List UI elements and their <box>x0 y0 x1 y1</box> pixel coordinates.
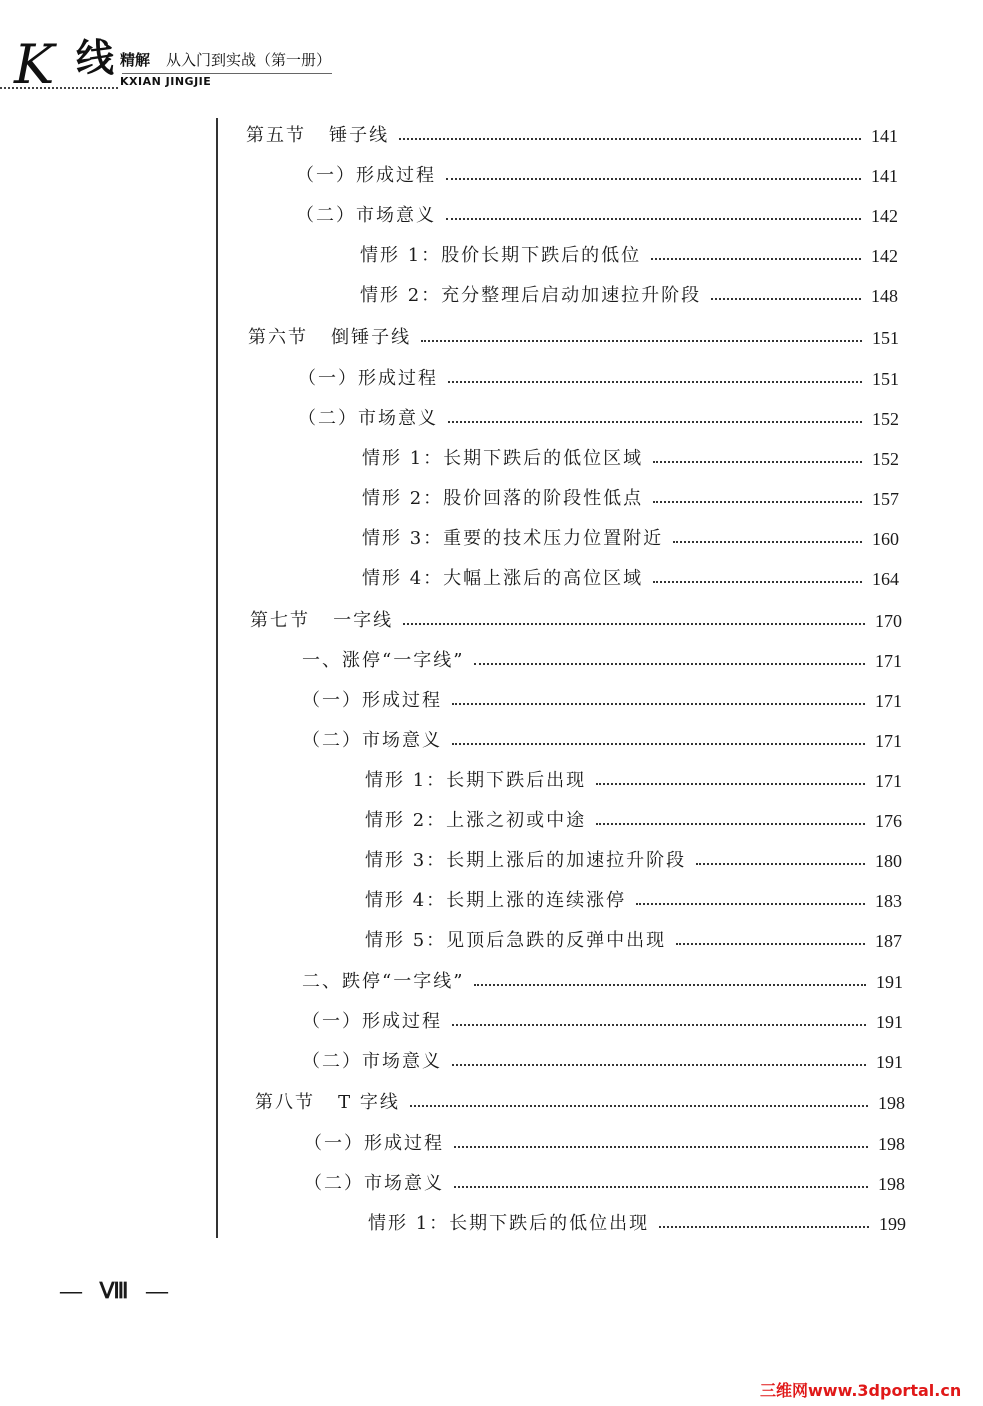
toc-page-number: 151 <box>872 328 899 348</box>
logo-k: K <box>14 33 49 96</box>
toc-entry-title: 情形 1：长期下跌后的低位区域 <box>362 448 644 469</box>
toc-case[interactable] <box>362 444 899 474</box>
toc-entry-title: 第七节 一字线 <box>250 610 394 631</box>
toc-case[interactable] <box>365 886 902 916</box>
toc-leader-dots <box>448 421 862 423</box>
toc-leader-dots <box>673 541 862 543</box>
toc-entry-title: 情形 1：长期下跌后的低位出现 <box>368 1213 650 1234</box>
toc-entry-title: 情形 3：长期上涨后的加速拉升阶段 <box>365 850 687 871</box>
toc-leader-dots <box>452 1064 866 1066</box>
toc-entry-title: 第五节 锤子线 <box>246 125 390 146</box>
toc-entry-title: 二、跌停“一字线” <box>302 971 465 992</box>
toc-entry-title: （二）市场意义 <box>302 1051 442 1072</box>
toc-page-number: 142 <box>871 246 898 266</box>
toc-page-number: 187 <box>875 931 902 951</box>
toc-leader-dots <box>399 138 861 140</box>
toc-entry-title: 情形 2：股价回落的阶段性低点 <box>362 488 644 509</box>
toc-entry-title: （二）市场意义 <box>298 408 438 429</box>
toc-page-number: 191 <box>876 1012 903 1032</box>
toc-page-number: 171 <box>875 771 902 791</box>
toc-subsection[interactable] <box>304 1169 905 1199</box>
toc-case[interactable] <box>368 1209 906 1239</box>
toc-leader-dots <box>410 1105 868 1107</box>
toc-entry-title: 情形 4：长期上涨的连续涨停 <box>365 890 627 911</box>
toc-section-5[interactable] <box>246 121 898 151</box>
toc-entry-title: 情形 2：上涨之初或中途 <box>365 810 587 831</box>
toc-leader-dots <box>659 1226 869 1228</box>
toc-subsection[interactable] <box>304 1129 905 1159</box>
toc-leader-dots <box>596 783 865 785</box>
toc-entry-title: 情形 4：大幅上涨后的高位区域 <box>362 568 644 589</box>
toc-entry-title: （二）市场意义 <box>304 1173 444 1194</box>
margin-rule <box>216 118 218 1238</box>
toc-page-number: 142 <box>871 206 898 226</box>
toc-page-number: 148 <box>871 286 898 306</box>
toc-leader-dots <box>474 663 865 665</box>
toc-subsection[interactable] <box>298 364 899 394</box>
logo-xian: 线 <box>76 36 115 80</box>
toc-entry-title: （一）形成过程 <box>302 690 442 711</box>
toc-page-number: 171 <box>875 731 902 751</box>
toc-leader-dots <box>474 984 866 986</box>
toc-entry-title: 情形 1：长期下跌后出现 <box>365 770 587 791</box>
toc-leader-dots <box>653 461 862 463</box>
toc-page-number: 171 <box>875 651 902 671</box>
toc-leader-dots <box>446 218 861 220</box>
book-subtitle: 从入门到实战（第一册） <box>166 51 332 69</box>
toc-leader-dots <box>696 863 865 865</box>
toc-subsection[interactable] <box>302 726 902 756</box>
toc-page-number: 151 <box>872 369 899 389</box>
toc-entry-title: （二）市场意义 <box>302 730 442 751</box>
toc-entry-title: 一、涨停“一字线” <box>302 650 465 671</box>
toc-subsection[interactable] <box>302 1007 903 1037</box>
toc-leader-dots <box>403 623 865 625</box>
toc-page-number: 180 <box>875 851 902 871</box>
toc-case[interactable] <box>362 564 899 594</box>
page-folio: — Ⅷ — <box>60 1278 174 1303</box>
toc-page-number: 183 <box>875 891 902 911</box>
toc-leader-dots <box>653 581 862 583</box>
toc-page-number: 198 <box>878 1134 905 1154</box>
toc-leader-dots <box>421 340 862 342</box>
toc-page-number: 171 <box>875 691 902 711</box>
toc-leader-dots <box>596 823 865 825</box>
toc-part[interactable] <box>302 967 903 997</box>
toc-leader-dots <box>651 258 861 260</box>
toc-entry-title: 第六节 倒锤子线 <box>248 327 412 348</box>
toc-leader-dots <box>452 743 865 745</box>
toc-page-number: 170 <box>875 611 902 631</box>
toc-case[interactable] <box>362 484 899 514</box>
toc-page-number: 141 <box>871 166 898 186</box>
toc-page-number: 176 <box>875 811 902 831</box>
toc-entry-title: 情形 1：股价长期下跌后的低位 <box>360 245 642 266</box>
toc-section-7[interactable] <box>250 606 902 636</box>
toc-case[interactable] <box>360 281 898 311</box>
toc-entry-title: （二）市场意义 <box>296 205 436 226</box>
toc-section-6[interactable] <box>248 323 899 353</box>
toc-subsection[interactable] <box>302 686 902 716</box>
toc-leader-dots <box>653 501 862 503</box>
toc-page-number: 152 <box>872 449 899 469</box>
toc-entry-title: （一）形成过程 <box>298 368 438 389</box>
toc-case[interactable] <box>365 926 902 956</box>
toc-case[interactable] <box>365 806 902 836</box>
toc-page-number: 164 <box>872 569 899 589</box>
toc-part[interactable] <box>302 646 902 676</box>
toc-leader-dots <box>676 943 865 945</box>
toc-page-number: 152 <box>872 409 899 429</box>
toc-leader-dots <box>452 703 865 705</box>
toc-leader-dots <box>454 1146 868 1148</box>
toc-entry-title: 第八节 T 字线 <box>255 1092 400 1113</box>
toc-case[interactable] <box>360 241 898 271</box>
toc-entry-title: （一）形成过程 <box>302 1011 442 1032</box>
toc-entry-title: （一）形成过程 <box>304 1133 444 1154</box>
toc-leader-dots <box>446 178 861 180</box>
toc-entry-title: 情形 2：充分整理后启动加速拉升阶段 <box>360 285 702 306</box>
toc-leader-dots <box>448 381 862 383</box>
toc-case[interactable] <box>362 524 899 554</box>
toc-page-number: 198 <box>878 1174 905 1194</box>
toc-case[interactable] <box>365 766 902 796</box>
header-rule <box>122 73 332 74</box>
toc-leader-dots <box>454 1186 868 1188</box>
running-header <box>0 30 983 100</box>
toc-page-number: 157 <box>872 489 899 509</box>
toc-leader-dots <box>711 298 861 300</box>
toc-section-8[interactable] <box>255 1088 905 1118</box>
toc-leader-dots <box>452 1024 866 1026</box>
toc-subsection[interactable] <box>302 1047 903 1077</box>
toc-leader-dots <box>636 903 865 905</box>
toc-subsection[interactable] <box>296 201 898 231</box>
header-dotted-line <box>0 87 118 89</box>
logo-pinyin: KXIAN JINGJIE <box>120 75 212 88</box>
logo-jingjie: 精解 <box>120 51 151 69</box>
toc-page-number: 160 <box>872 529 899 549</box>
toc-page-number: 191 <box>876 1052 903 1072</box>
toc-subsection[interactable] <box>298 404 899 434</box>
toc-page-number: 141 <box>871 126 898 146</box>
toc-page-number: 199 <box>879 1214 906 1234</box>
site-watermark: 三维网www.3dportal.cn <box>760 1381 962 1400</box>
toc-case[interactable] <box>365 846 902 876</box>
toc-page-number: 191 <box>876 972 903 992</box>
toc-subsection[interactable] <box>296 161 898 191</box>
toc-page-number: 198 <box>878 1093 905 1113</box>
toc-entry-title: 情形 5：见顶后急跌的反弹中出现 <box>365 930 667 951</box>
toc-entry-title: （一）形成过程 <box>296 165 436 186</box>
toc-entry-title: 情形 3：重要的技术压力位置附近 <box>362 528 664 549</box>
